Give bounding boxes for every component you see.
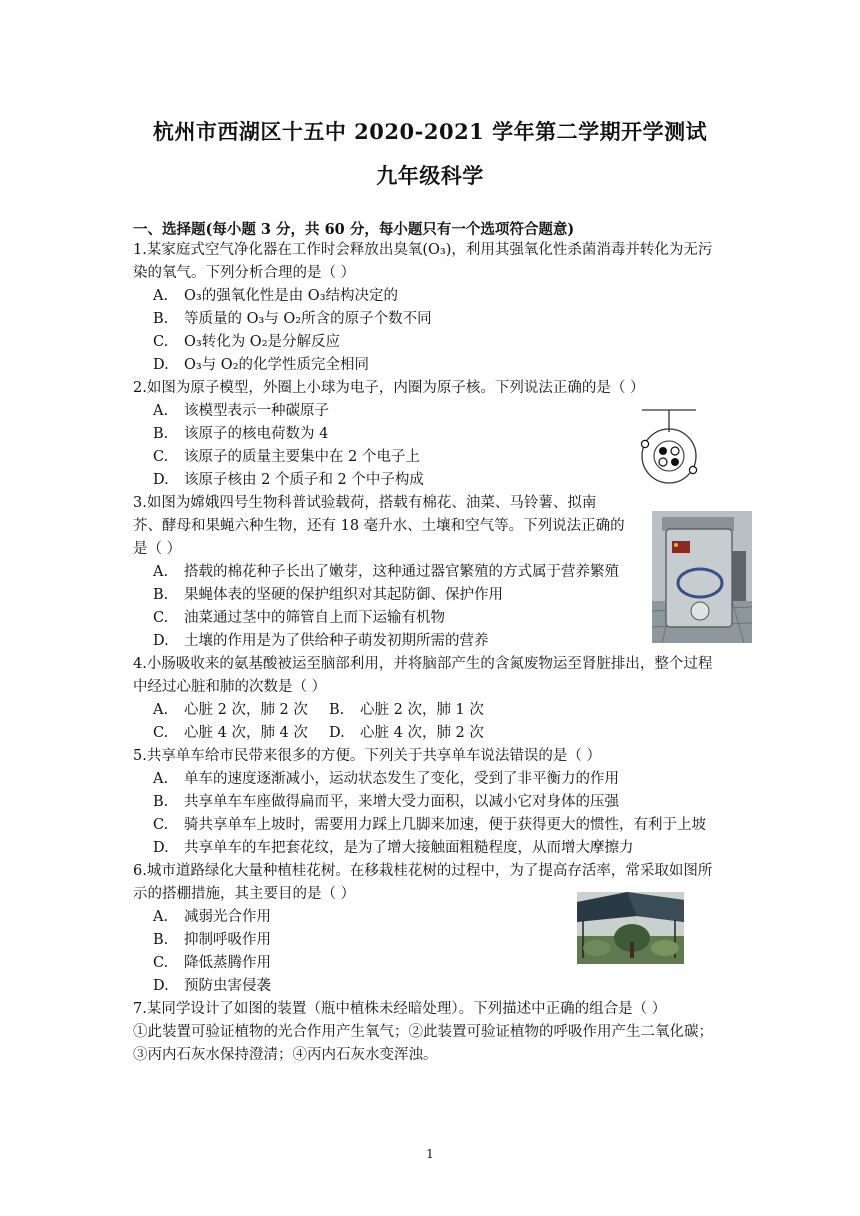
question-6-stem: 6.城市道路绿化大量种植桂花树。在移栽桂花树的过程中，为了提高存活率，常采取如图所	[133, 863, 713, 879]
question-5-option-c	[153, 815, 706, 835]
question-5-stem: 5.共享单车给市民带来很多的方便。下列关于共享单车说法错误的是（ ）	[133, 748, 601, 764]
option-label: D.	[153, 840, 169, 856]
option-label: D.	[153, 357, 169, 373]
option-label: A.	[153, 403, 169, 419]
question-4-options-row-1	[153, 700, 484, 720]
question-5-option-a	[153, 769, 619, 789]
question-3-option-d	[153, 631, 489, 651]
option-label: C.	[153, 955, 169, 971]
option-label: B.	[153, 311, 169, 327]
question-4-options-row-2	[153, 723, 484, 743]
question-6-option-c	[153, 953, 271, 973]
option-label: C.	[153, 725, 169, 741]
question-6-option-b	[153, 930, 271, 950]
option-text: 减弱光合作用	[184, 909, 271, 925]
option-label: D.	[153, 472, 169, 488]
question-2-stem: 2.如图为原子模型，外圈上小球为电子，内圈为原子核。下列说法正确的是（ ）	[133, 380, 645, 396]
option-text: 骑共享单车上坡时，需要用力踩上几脚来加速，便于获得更大的惯性，有利于上坡	[184, 817, 706, 833]
option-text: 搭载的棉花种子长出了嫩芽，这种通过器官繁殖的方式属于营养繁殖	[184, 564, 619, 580]
shade-shelter-photo	[577, 892, 684, 964]
option-text: 心脏 2 次，肺 2 次	[184, 702, 308, 718]
option-label: C.	[153, 334, 169, 350]
option-label: D.	[153, 633, 169, 649]
option-label: D.	[329, 725, 345, 741]
question-3-option-a	[153, 562, 619, 582]
question-6-option-a	[153, 907, 271, 927]
question-1-option-d	[153, 355, 369, 375]
section-heading: 一、选择题(每小题 3 分，共 60 分，每小题只有一个选项符合题意)	[133, 221, 575, 238]
question-1-stem: 1.某家庭式空气净化器在工作时会释放出臭氧(O₃)，利用其强氧化性杀菌消毒并转化为无污	[133, 242, 713, 258]
option-text: O₃的强氧化性是由 O₃结构决定的	[184, 288, 399, 304]
option-text: 共享单车车座做得扁而平，来增大受力面积，以减小它对身体的压强	[184, 794, 619, 810]
question-1-option-b	[153, 309, 432, 329]
option-label: A.	[153, 288, 169, 304]
option-text: 心脏 4 次，肺 4 次	[184, 725, 308, 741]
question-7-stem-cont: ①此装置可验证植物的光合作用产生氧气；②此装置可验证植物的呼吸作用产生二氧化碳；	[133, 1024, 713, 1040]
page-title: 杭州市西湖区十五中 2020-2021 学年第二学期开学测试	[152, 119, 708, 144]
question-7-stem-cont-2: ③丙内石灰水保持澄清；④丙内石灰水变浑浊。	[133, 1047, 438, 1063]
option-text: 单车的速度逐渐减小，运动状态发生了变化，受到了非平衡力的作用	[184, 771, 619, 787]
question-1-option-a	[153, 286, 398, 306]
option-label: B.	[153, 426, 169, 442]
question-3-option-b	[153, 585, 503, 605]
option-label: C.	[153, 449, 169, 465]
question-3-stem: 3.如图为嫦娥四号生物科普试验载荷，搭载有棉花、油菜、马铃薯、拟南	[133, 495, 597, 511]
option-label: A.	[153, 909, 169, 925]
question-4-stem: 4.小肠吸收来的氨基酸被运至脑部利用，并将脑部产生的含氮废物运至肾脏排出，整个过程	[133, 656, 713, 672]
question-1-stem-cont: 染的氧气。下列分析合理的是（ ）	[133, 265, 356, 281]
question-3-stem-cont-2: 是（ ）	[133, 541, 182, 557]
option-text: 降低蒸腾作用	[184, 955, 271, 971]
option-text: 果蝇体表的坚硬的保护组织对其起防御、保护作用	[184, 587, 503, 603]
option-label: C.	[153, 817, 169, 833]
question-5-option-b	[153, 792, 619, 812]
payload-photo	[652, 511, 752, 643]
option-label: D.	[153, 978, 169, 994]
option-text: 心脏 2 次，肺 1 次	[360, 702, 484, 718]
option-text: 预防虫害侵袭	[184, 978, 271, 994]
question-2-option-b	[153, 424, 328, 444]
question-3-option-c	[153, 608, 445, 628]
option-text: 该模型表示一种碳原子	[184, 403, 329, 419]
option-label: B.	[153, 587, 169, 603]
question-7-stem: 7.某同学设计了如图的装置（瓶中植株未经暗处理）。下列描述中正确的组合是（ ）	[133, 1001, 667, 1017]
page-subtitle: 九年级科学	[376, 163, 484, 188]
option-label: B.	[153, 932, 169, 948]
question-5-option-d	[153, 838, 634, 858]
option-label: A.	[153, 771, 169, 787]
question-2-option-a	[153, 401, 329, 421]
option-label: A.	[153, 564, 169, 580]
question-6-stem-cont: 示的搭棚措施，其主要目的是（ ）	[133, 886, 356, 902]
question-1-option-c	[153, 332, 340, 352]
option-label: B.	[329, 702, 345, 718]
question-6-option-d	[153, 976, 271, 996]
option-text: O₃转化为 O₂是分解反应	[184, 334, 341, 350]
option-label: A.	[153, 702, 169, 718]
question-3-stem-cont: 芥、酵母和果蝇六种生物，还有 18 毫升水、土壤和空气等。下列说法正确的	[133, 518, 625, 534]
option-text: 共享单车的车把套花纹，是为了增大接触面粗糙程度，从而增大摩擦力	[184, 840, 634, 856]
option-text: 抑制呼吸作用	[184, 932, 271, 948]
option-text: 等质量的 O₃与 O₂所含的原子个数不同	[184, 311, 432, 327]
option-text: O₃与 O₂的化学性质完全相同	[184, 357, 370, 373]
question-4-stem-cont: 中经过心脏和肺的次数是（ ）	[133, 679, 327, 695]
page-number: 1	[426, 1147, 434, 1161]
option-text: 土壤的作用是为了供给种子萌发初期所需的营养	[184, 633, 489, 649]
option-text: 该原子核由 2 个质子和 2 个中子构成	[184, 472, 424, 488]
atom-model-figure	[636, 404, 706, 488]
option-label: B.	[153, 794, 169, 810]
option-label: C.	[153, 610, 169, 626]
question-2-option-c	[153, 447, 420, 467]
option-text: 该原子的质量主要集中在 2 个电子上	[184, 449, 420, 465]
option-text: 该原子的核电荷数为 4	[184, 426, 329, 442]
option-text: 油菜通过茎中的筛管自上而下运输有机物	[184, 610, 445, 626]
option-text: 心脏 4 次，肺 2 次	[360, 725, 484, 741]
question-2-option-d	[153, 470, 424, 490]
